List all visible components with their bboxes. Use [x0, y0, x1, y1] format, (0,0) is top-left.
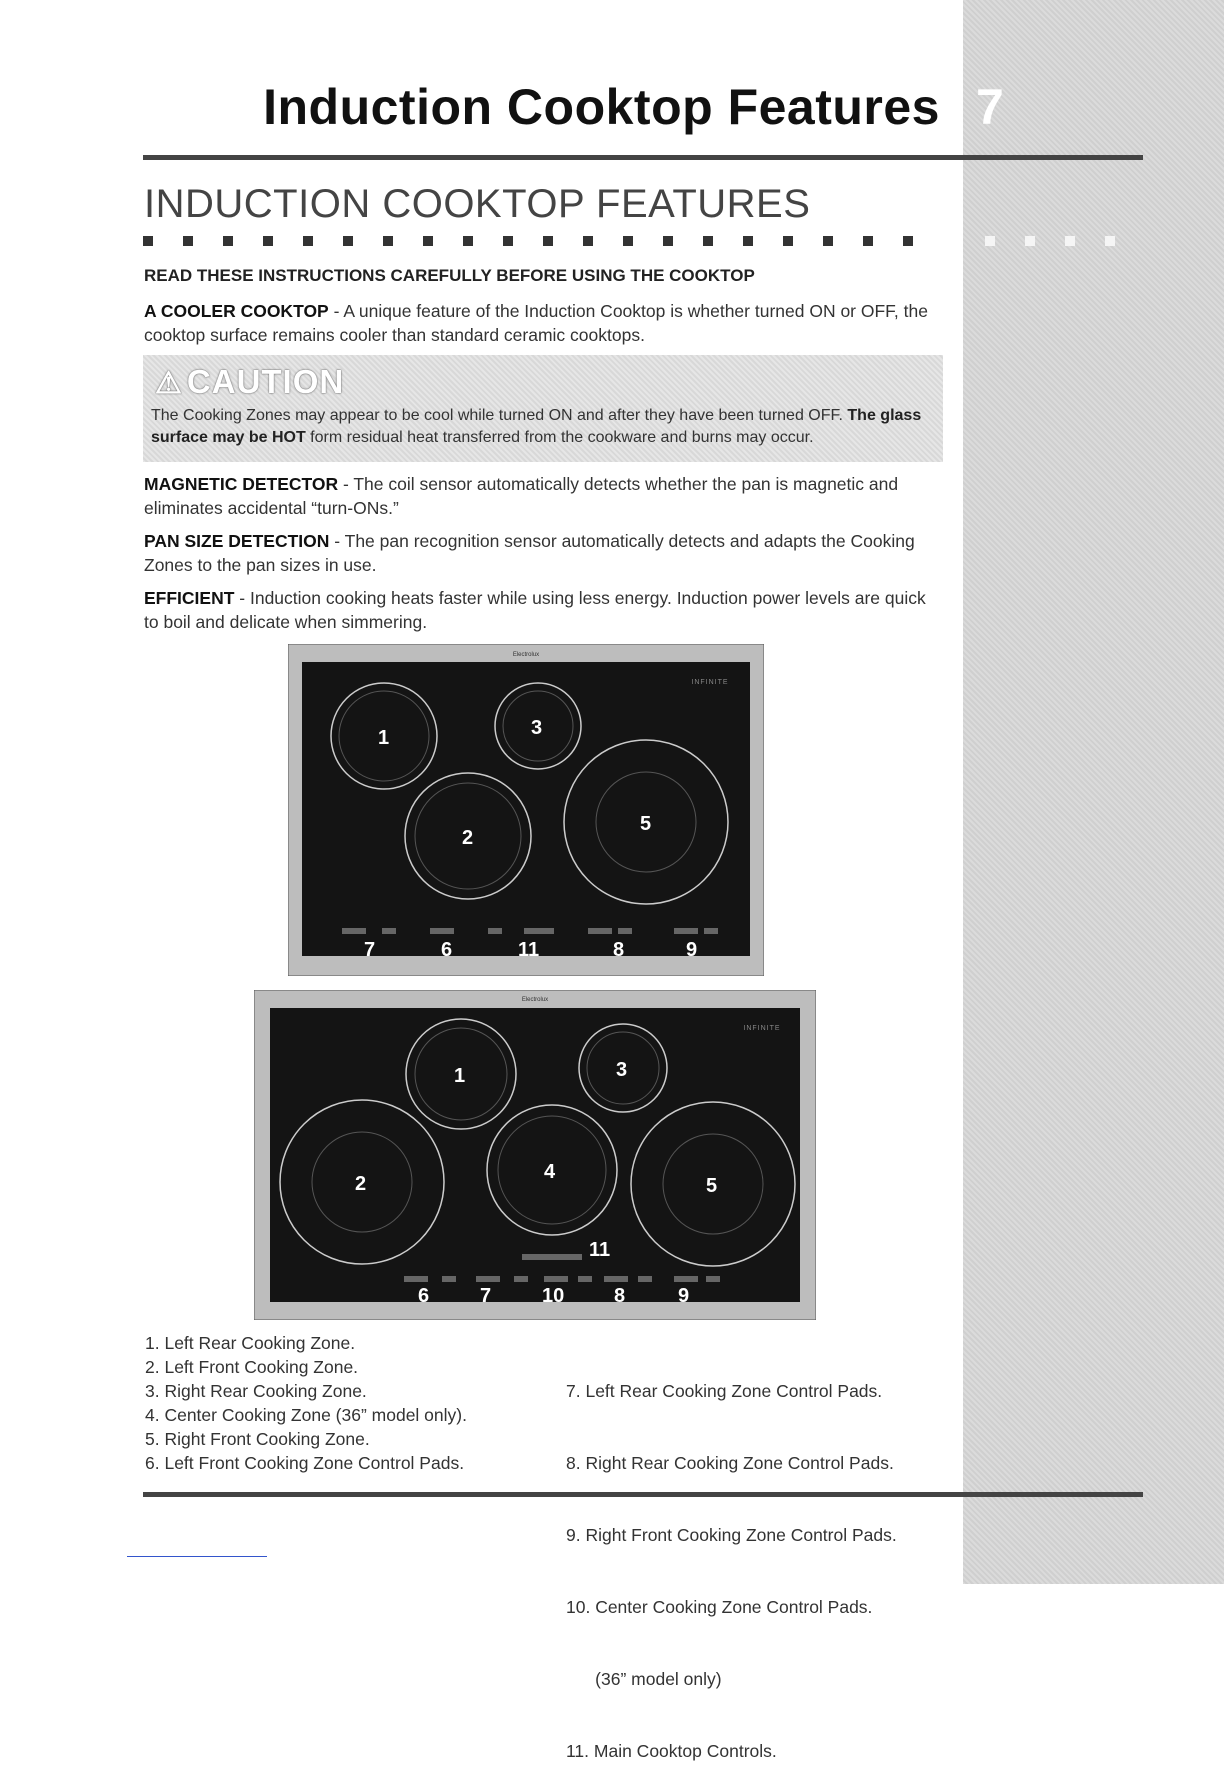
control-label-6: 6 — [418, 1285, 430, 1307]
caution-heading — [155, 363, 344, 401]
control-label-10: 10 — [542, 1285, 565, 1307]
main-controls-pads — [522, 1254, 582, 1260]
dotted-divider-margin — [985, 236, 1145, 246]
cooler-cooktop-paragraph — [144, 299, 944, 347]
zone-1-label: 1 — [378, 727, 390, 749]
pan-size-label: PAN SIZE DETECTION — [144, 531, 330, 551]
page-header-title: Induction Cooktop Features — [263, 79, 940, 135]
control-label-7: 7 — [364, 939, 376, 961]
control-label-8: 8 — [613, 939, 625, 961]
warning-triangle-icon: ⚠ — [155, 367, 183, 400]
legend-item-8: 8. Right Rear Cooking Zone Control Pads. — [566, 1453, 894, 1473]
read-instructions-heading: READ THESE INSTRUCTIONS CAREFULLY BEFORE USING THE COOKTOP — [144, 266, 755, 285]
pan-size-paragraph — [144, 529, 944, 577]
cooktop-36-figure — [254, 990, 816, 1320]
brand-logo: Electrolux — [512, 652, 540, 658]
page-number: 7 — [976, 79, 1004, 135]
legend-item-6: 6. Left Front Cooking Zone Control Pads. — [145, 1453, 465, 1473]
series-logo: INFINITE — [691, 679, 729, 686]
header-rule — [143, 155, 1143, 160]
legend-item-11: 11. Main Cooktop Controls. — [566, 1741, 777, 1761]
control-label-6: 6 — [441, 939, 453, 961]
footer-rule — [143, 1492, 1143, 1497]
magnetic-label: MAGNETIC DETECTOR — [144, 474, 339, 494]
pan-size-text: - The pan recognition sensor automatically detects and adapts the Cooking Zones to the pan sizes in use. — [144, 531, 915, 575]
legend-item-7: 7. Left Rear Cooking Zone Control Pads. — [566, 1381, 883, 1401]
caution-box — [143, 355, 943, 462]
legend-item-5: 5. Right Front Cooking Zone. — [145, 1429, 370, 1449]
efficient-paragraph — [144, 586, 944, 634]
zone-2-label: 2 — [462, 827, 474, 849]
legend-item-3: 3. Right Rear Cooking Zone. — [145, 1381, 367, 1401]
magnetic-detector-paragraph — [144, 472, 944, 520]
zone-3-label: 3 — [616, 1059, 628, 1081]
control-label-11: 11 — [518, 939, 540, 961]
legend-item-10-note: (36” model only) — [566, 1669, 722, 1689]
dotted-divider — [143, 236, 943, 246]
caution-text-bold: The glass surface may be HOT — [151, 407, 922, 446]
zone-5-label: 5 — [640, 813, 652, 835]
zone-2-label: 2 — [355, 1173, 367, 1195]
brand-logo: Electrolux — [521, 997, 549, 1003]
footer-link-underline — [127, 1556, 267, 1557]
zone-4-label: 4 — [544, 1161, 556, 1183]
control-label-9: 9 — [686, 939, 698, 961]
legend-item-10: 10. Center Cooking Zone Control Pads. — [566, 1597, 873, 1617]
legend-item-4: 4. Center Cooking Zone (36” model only). — [145, 1405, 467, 1425]
series-logo: INFINITE — [743, 1025, 781, 1032]
caution-text-part2: form residual heat transferred from the cookware and burns may occur. — [305, 429, 814, 446]
zone-1-label: 1 — [454, 1065, 466, 1087]
zone-5-label: 5 — [706, 1175, 718, 1197]
legend-item-1: 1. Left Rear Cooking Zone. — [145, 1333, 356, 1353]
caution-text — [151, 405, 941, 449]
caution-text-part1: The Cooking Zones may appear to be cool while turned ON and after they have been turned OFF. — [151, 407, 848, 424]
cooktop-30-figure — [288, 644, 764, 976]
legend-item-2: 2. Left Front Cooking Zone. — [145, 1357, 359, 1377]
efficient-label: EFFICIENT — [144, 588, 235, 608]
control-label-8: 8 — [614, 1285, 626, 1307]
section-title: INDUCTION COOKTOP FEATURES — [144, 182, 811, 226]
legend-list-right — [566, 1331, 897, 1787]
efficient-text: - Induction cooking heats faster while using less energy. Induction power levels are quick to boil and delicate when simmering. — [144, 588, 926, 632]
cooler-label: A COOLER COOKTOP — [144, 301, 329, 321]
cooktop-glass — [302, 662, 750, 956]
caution-label: CAUTION — [186, 363, 345, 400]
magnetic-text: - The coil sensor automatically detects whether the pan is magnetic and eliminates accidental “turn-ONs.” — [144, 474, 899, 518]
main-controls-label: 11 — [589, 1239, 611, 1261]
cooler-text: - A unique feature of the Induction Cooktop is whether turned ON or OFF, the cooktop surface remains cooler than standard ceramic cooktops. — [144, 301, 928, 345]
legend-item-9: 9. Right Front Cooking Zone Control Pads. — [566, 1525, 897, 1545]
zone-3-label: 3 — [531, 717, 543, 739]
control-label-7: 7 — [480, 1285, 492, 1307]
legend-list-left — [145, 1331, 467, 1475]
control-label-9: 9 — [678, 1285, 690, 1307]
